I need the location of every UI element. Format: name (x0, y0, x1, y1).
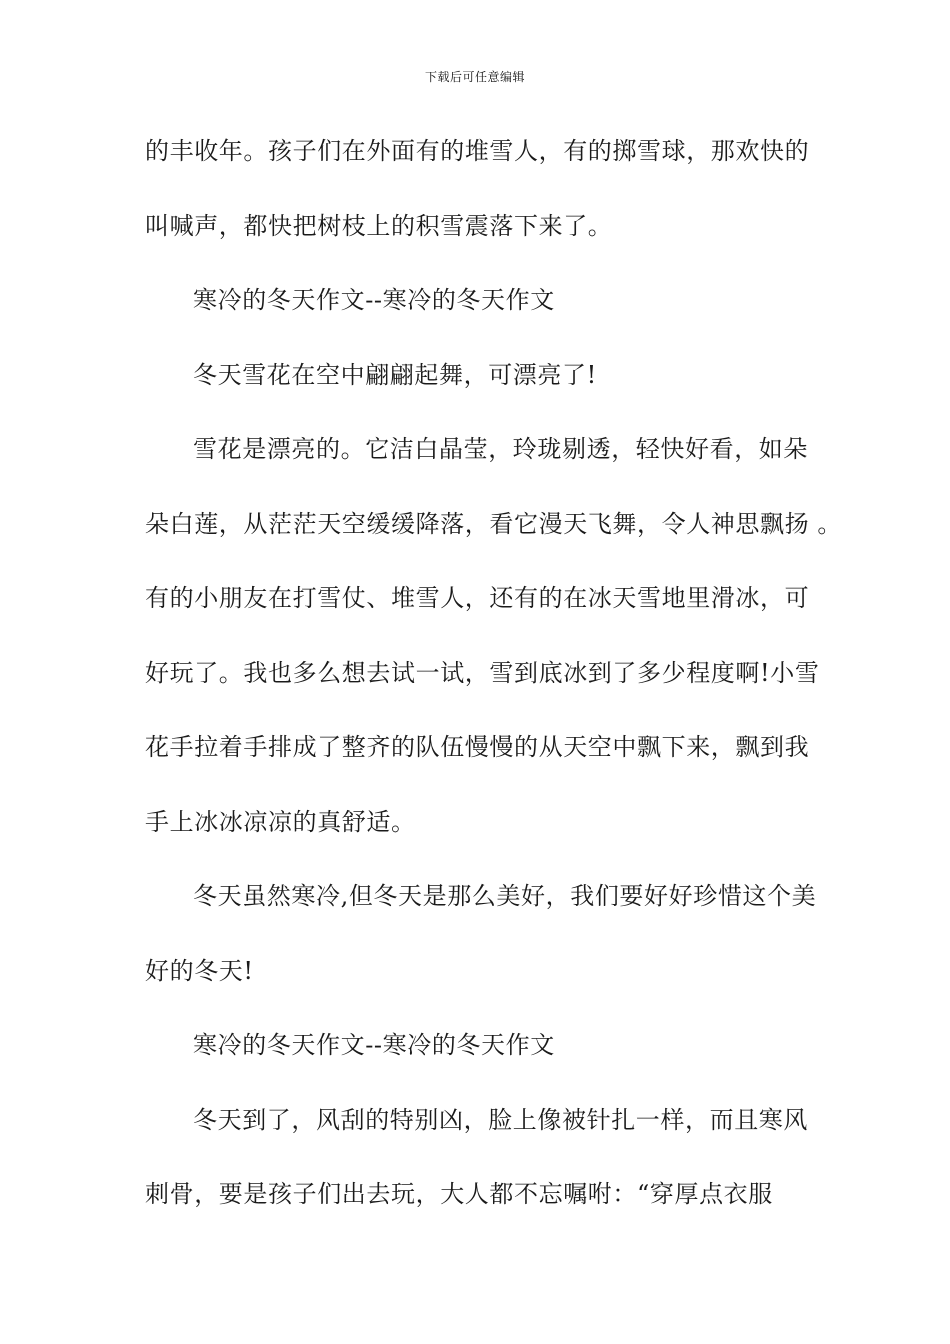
text-line: 好的冬天! (145, 956, 254, 985)
paragraph-start: 雪花是漂亮的。它洁白晶莹，玲珑剔透，轻快好看，如朵 (193, 435, 808, 463)
paragraph-start: 冬天雪花在空中翩翩起舞，可漂亮了! (193, 360, 597, 389)
text-line: 刺骨，要是孩子们出去玩，大人都不忘嘱咐：“穿厚点衣服 (145, 1180, 773, 1208)
body-text (145, 127, 843, 1245)
paragraph-start: 冬天虽然寒冷,但冬天是那么美好，我们要好好珍惜这个美 (193, 882, 817, 910)
text-line: 花手拉着手排成了整齐的队伍慢慢的从天空中飘下来，飘到我 (145, 733, 810, 761)
section-title: 寒冷的冬天作文--寒冷的冬天作文 (193, 1031, 555, 1059)
text-line: 好玩了。我也多么想去试一试，雪到底冰到了多少程度啊!小雪 (145, 658, 820, 687)
text-line: 的丰收年。孩子们在外面有的堆雪人，有的掷雪球，那欢快的 (145, 137, 810, 165)
text-line: 有的小朋友在打雪仗、堆雪人，还有的在冰天雪地里滑冰，可 (145, 584, 810, 612)
paragraph-start: 冬天到了，风刮的特别凶，脸上像被针扎一样，而且寒风 (193, 1105, 808, 1134)
text-line: 手上冰冰凉凉的真舒适。 (145, 807, 416, 836)
section-title: 寒冷的冬天作文--寒冷的冬天作文 (193, 286, 555, 314)
header-note: 下载后可任意编辑 (424, 70, 525, 84)
text-line: 叫喊声，都快把树枝上的积雪震落下来了。 (145, 211, 613, 240)
text-line: 朵白莲，从茫茫天空缓缓降落，看它漫天飞舞，令人神思飘扬 。 (145, 509, 843, 538)
